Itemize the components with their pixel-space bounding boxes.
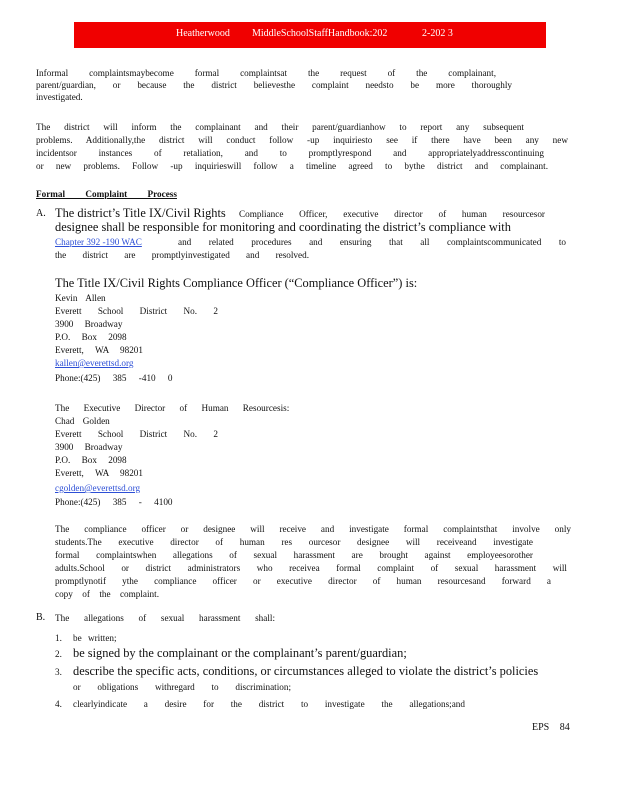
officer-org: Everett School District No. 2 (55, 306, 218, 316)
officer-email-link[interactable]: kallen@everettsd.org (55, 358, 134, 368)
director-street: 3900 Broadway (55, 442, 123, 452)
director-email-link[interactable]: cgolden@everettsd.org (55, 483, 141, 493)
list-item-text: be written; (73, 633, 117, 643)
list-item-text-cont: or obligations withregard to discrimination; (73, 682, 291, 692)
officer-name: Kevin Allen (55, 293, 106, 303)
list-item-text: describe the specific acts, conditions, or circumstances alleged to violate the district’s policies (73, 664, 539, 678)
list-item-text: clearlyindicate a desire for the district to investigate the allegations;and (73, 699, 465, 709)
wac-chapter-link[interactable]: Chapter 392 -190 WAC (55, 237, 142, 247)
p2-line3: incidentsor instances of retaliation, and to promptlyrespond and appropriatelyaddresscontinuing (36, 148, 544, 158)
header-banner (74, 22, 546, 48)
officer-city: Everett, WA 98201 (55, 345, 143, 355)
page-number: EPS 84 (532, 722, 570, 733)
item-a-line2: designee shall be responsible for monitoring and coordinating the district’s compliance with (55, 220, 511, 234)
item-a-para-line5: promptlynotif ythe compliance officer or executive director of human resourcesand forward a (55, 576, 551, 586)
list-item-number: 3. (55, 667, 62, 677)
list-item-number: 2. (55, 649, 62, 659)
item-b-intro: The allegations of sexual harassment shall: (55, 613, 275, 623)
officer-heading: The Title IX/Civil Rights Compliance Officer (“Compliance Officer”) is: (55, 276, 418, 290)
item-a-line4: the district are promptlyinvestigated and resolved. (55, 250, 309, 260)
p1-line2: parent/guardian, or because the district believesthe complaint needsto be more thoroughly (36, 80, 512, 90)
item-a-para-line2: students.The executive director of human res ourcesor designee will receiveand investigate (55, 537, 533, 547)
p1-line1: Informal complaintsmaybecome formal complaintsat the request of the complainant, (36, 68, 496, 78)
list-item-text: be signed by the complainant or the complainant’s parent/guardian; (73, 646, 407, 660)
officer-phone: Phone:(425) 385 -410 0 (55, 373, 173, 383)
item-a-line3: and related procedures and ensuring that all complaintscommunicated to (178, 237, 566, 247)
header-title: MiddleSchoolStaffHandbook:202 (252, 28, 388, 39)
p2-line2: problems. Additionally,the district will conduct follow -up inquiriesto see if there have been any new (36, 135, 568, 145)
header-org: Heatherwood (176, 28, 230, 39)
item-a-line1-small: Compliance Officer, executive director of human resourcesor (239, 209, 545, 219)
p1-line3: investigated. (36, 92, 83, 102)
list-item-number: 1. (55, 633, 62, 643)
director-name: Chad Golden (55, 416, 110, 426)
item-a-para-line4: adults.School or district administrators who receivea formal complaint of sexual harassment will (55, 563, 567, 573)
item-a-line1-big: The district’s Title IX/Civil Rights (55, 206, 226, 220)
header-year: 2-202 3 (422, 28, 453, 39)
director-phone: Phone:(425) 385 - 4100 (55, 497, 173, 507)
director-po: P.O. Box 2098 (55, 455, 127, 465)
list-item-number: 4. (55, 699, 62, 709)
item-a-para-line6: copy of the complaint. (55, 589, 159, 599)
item-a-para-line3: formal complaintswhen allegations of sexual harassment are brought against employeesorother (55, 550, 533, 560)
director-city: Everett, WA 98201 (55, 468, 143, 478)
director-heading: The Executive Director of Human Resourcesis: (55, 403, 290, 413)
item-a-marker: A. (36, 208, 46, 219)
p2-line1: The district will inform the complainant and their parent/guardianhow to report any subsequent (36, 122, 524, 132)
item-b-marker: B. (36, 612, 46, 623)
section-heading: Formal Complaint Process (36, 189, 177, 199)
item-a-para-line1: The compliance officer or designee will receive and investigate formal complaintsthat involve only (55, 524, 571, 534)
officer-po: P.O. Box 2098 (55, 332, 127, 342)
p2-line4: or new problems. Follow -up inquirieswill follow a timeline agreed to bythe district and complainant. (36, 161, 548, 171)
officer-street: 3900 Broadway (55, 319, 123, 329)
director-org: Everett School District No. 2 (55, 429, 218, 439)
